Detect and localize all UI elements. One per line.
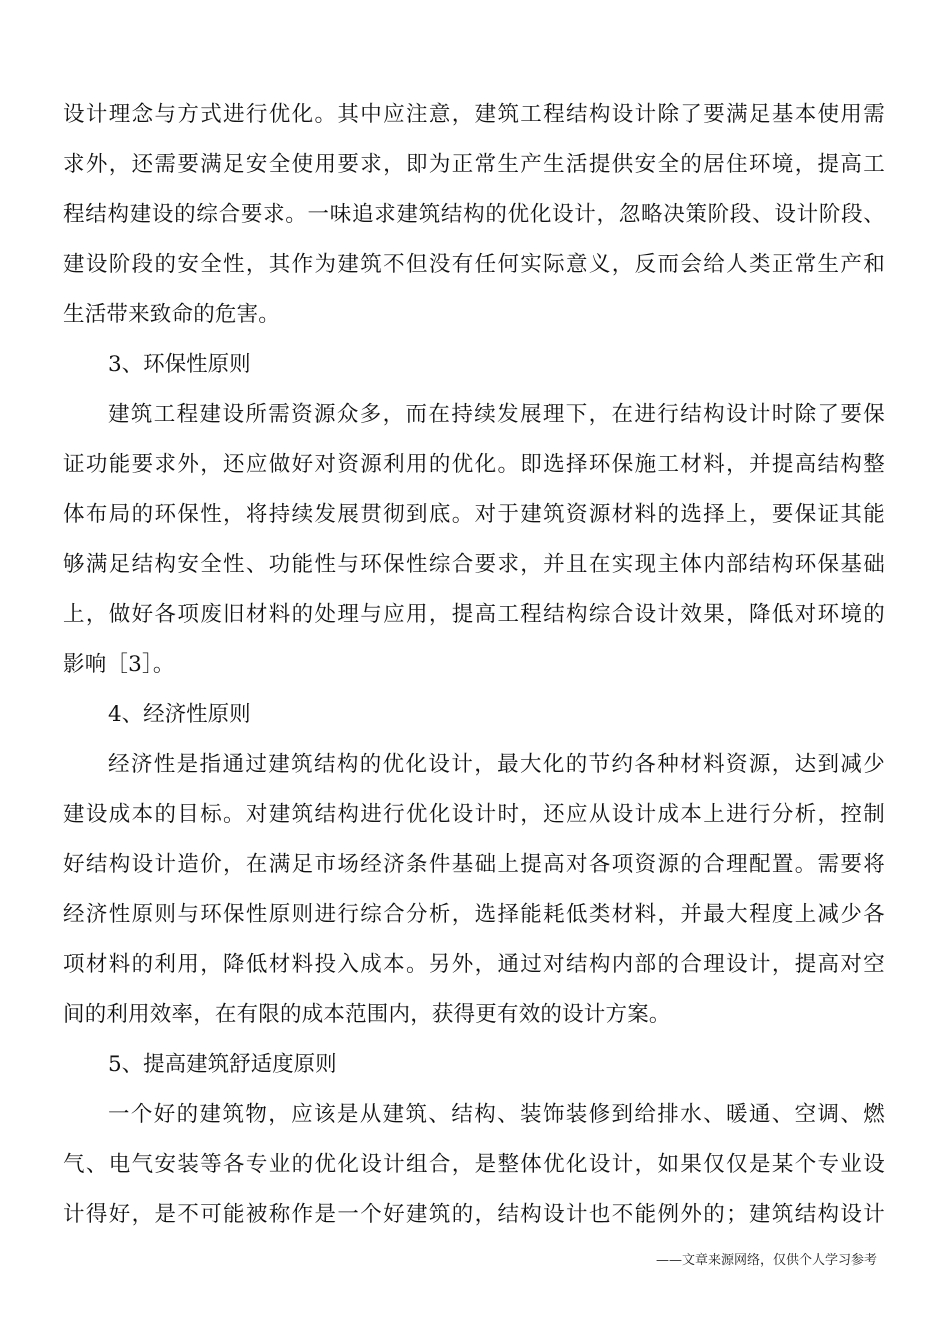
section-3-line-3: 体布局的环保性，将持续发展贯彻到底。对于建筑资源材料的选择上，要保证其能 [63,502,885,527]
section-5-heading: 5、提高建筑舒适度原则 [108,1052,337,1077]
section-5-line-3: 计得好，是不可能被称作是一个好建筑的，结构设计也不能例外的；建筑结构设计 [63,1202,885,1227]
paragraph-1-line-1: 设计理念与方式进行优化。其中应注意，建筑工程结构设计除了要满足基本使用需 [63,102,885,127]
section-3-line-6: 影响［3］。 [63,652,175,677]
section-3-line-1: 建筑工程建设所需资源众多，而在持续发展理下，在进行结构设计时除了要保 [108,402,885,427]
section-4-line-3: 好结构设计造价，在满足市场经济条件基础上提高对各项资源的合理配置。需要将 [63,852,885,877]
paragraph-1-line-3: 程结构建设的综合要求。一味追求建筑结构的优化设计，忽略决策阶段、设计阶段、 [63,202,885,227]
section-3-line-4: 够满足结构安全性、功能性与环保性综合要求，并且在实现主体内部结构环保基础 [63,552,885,577]
paragraph-1-line-4: 建设阶段的安全性，其作为建筑不但没有任何实际意义，反而会给人类正常生产和 [63,252,885,277]
section-4-line-6: 间的利用效率，在有限的成本范围内，获得更有效的设计方案。 [63,1002,671,1027]
paragraph-1-line-5: 生活带来致命的危害。 [63,302,281,327]
section-5-line-2: 气、电气安装等各专业的优化设计组合，是整体优化设计，如果仅仅是某个专业设 [63,1152,885,1177]
section-3-heading: 3、环保性原则 [108,352,251,377]
section-3-line-2: 证功能要求外，还应做好对资源利用的优化。即选择环保施工材料，并提高结构整 [63,452,885,477]
section-5-line-1: 一个好的建筑物，应该是从建筑、结构、装饰装修到给排水、暖通、空调、燃 [108,1102,885,1127]
section-3-line-5: 上，做好各项废旧材料的处理与应用，提高工程结构综合设计效果，降低对环境的 [63,602,885,627]
paragraph-1-line-2: 求外，还需要满足安全使用要求，即为正常生产生活提供安全的居住环境，提高工 [63,152,885,177]
section-4-line-2: 建设成本的目标。对建筑结构进行优化设计时，还应从设计成本上进行分析，控制 [63,802,885,827]
section-4-line-4: 经济性原则与环保性原则进行综合分析，选择能耗低类材料，并最大程度上减少各 [63,902,885,927]
section-4-line-1: 经济性是指通过建筑结构的优化设计，最大化的节约各种材料资源，达到减少 [108,752,885,777]
footer-source-note: ——文章来源网络，仅供个人学习参考 [655,1253,877,1268]
section-4-heading: 4、经济性原则 [108,702,251,727]
section-4-line-5: 项材料的利用，降低材料投入成本。另外，通过对结构内部的合理设计，提高对空 [63,952,885,977]
